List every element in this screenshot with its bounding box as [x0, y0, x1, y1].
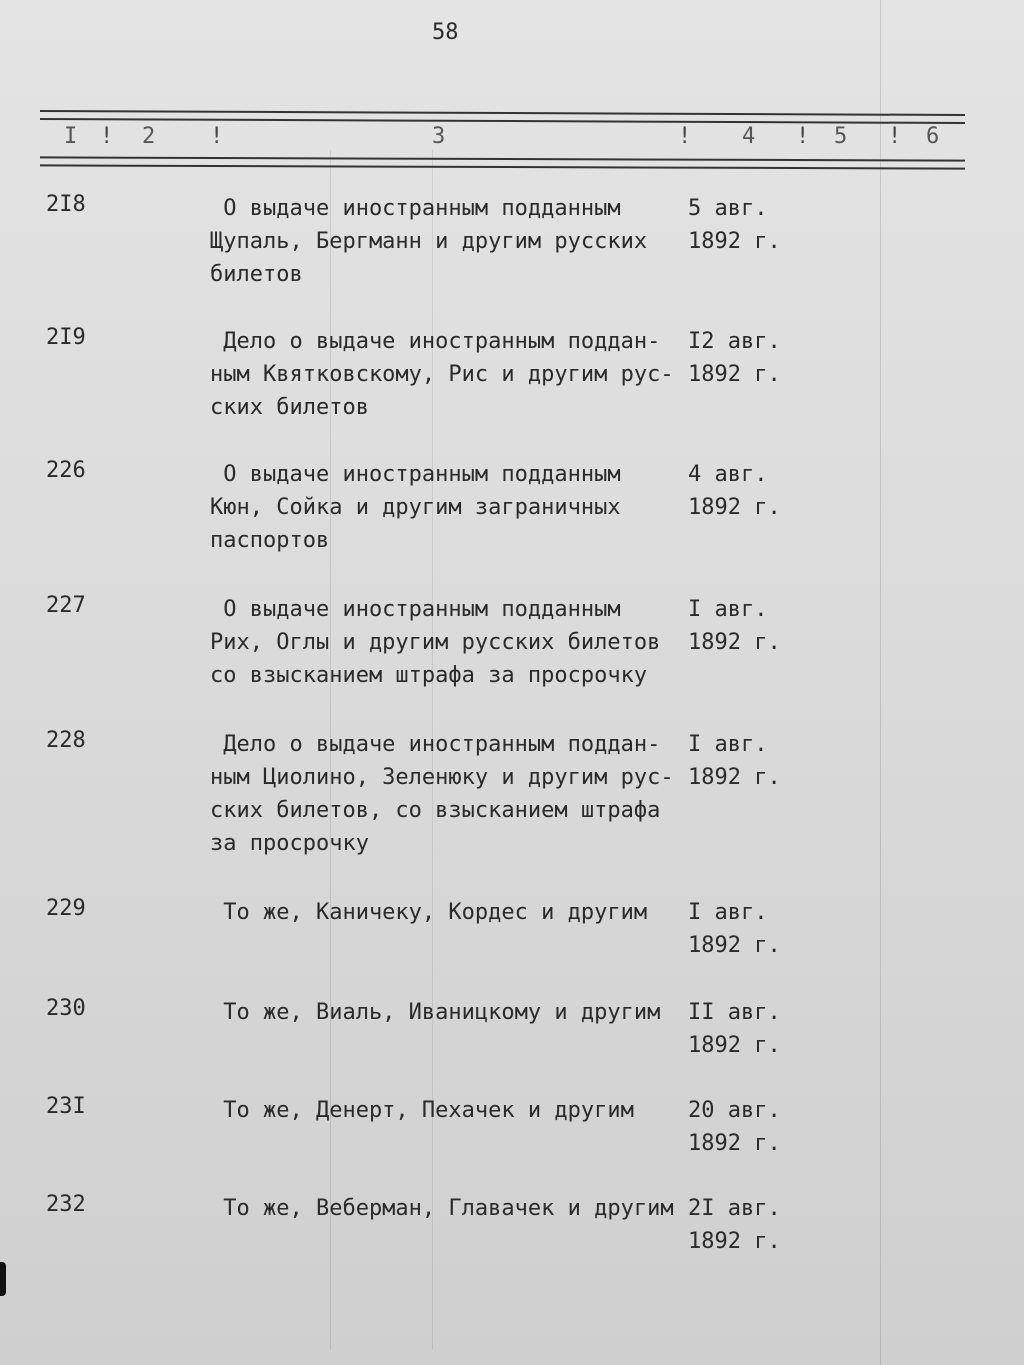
column-6-heading: 6: [926, 124, 940, 149]
entry-title: Дело о выдаче иностранным поддан- ным Циолино, Зеленюку и другим рус- ских билетов, со взысканием штрафа за просрочку: [210, 732, 674, 856]
entry-date: I авг. 1892 г.: [688, 732, 781, 790]
entry-title: О выдаче иностранным подданным Кюн, Сойка и другим заграничных паспортов: [210, 462, 621, 553]
entry-title: То же, Каничеку, Кордес и другим: [210, 900, 648, 925]
header-rule-bottom-inner: [40, 164, 965, 169]
column-1-heading: I: [64, 124, 78, 149]
entry-title: О выдаче иностранным подданным Рих, Оглы и другим русских билетов со взысканием штрафа за просрочку: [210, 597, 661, 688]
entry-date: I авг. 1892 г.: [688, 597, 781, 655]
column-separator: !: [678, 124, 692, 149]
entry-number: 227: [46, 593, 86, 618]
entry-date: 4 авг. 1892 г.: [688, 462, 781, 520]
entry-date: 2I авг. 1892 г.: [688, 1196, 781, 1254]
page-edge-mark: [0, 1262, 6, 1296]
margin-line: [880, 0, 881, 1365]
entry-number: 229: [46, 896, 86, 921]
entry-number: 228: [46, 728, 86, 753]
entry-date: II авг. 1892 г.: [688, 1000, 781, 1058]
entry-title: То же, Виаль, Иваницкому и другим: [210, 1000, 661, 1025]
entry-date: 5 авг. 1892 г.: [688, 196, 781, 254]
column-3-heading: 3: [432, 124, 446, 149]
header-rule-top: [40, 110, 965, 116]
entry-number: 23I: [46, 1094, 86, 1119]
header-rule-bottom: [40, 156, 965, 161]
column-2-heading: 2: [142, 124, 156, 149]
entry-number: 230: [46, 996, 86, 1021]
entry-number: 232: [46, 1192, 86, 1217]
column-4-heading: 4: [742, 124, 756, 149]
header-rule-top-inner: [40, 118, 965, 124]
entry-title: То же, Денерт, Пехачек и другим: [210, 1098, 634, 1123]
column-separator: !: [796, 124, 810, 149]
column-separator: !: [888, 124, 902, 149]
entry-number: 2I9: [46, 325, 86, 350]
column-separator: !: [100, 124, 114, 149]
column-separator: !: [210, 124, 224, 149]
entry-date: 20 авг. 1892 г.: [688, 1098, 781, 1156]
page-number: 58: [432, 20, 459, 45]
entry-title: О выдаче иностранным подданным Щупаль, Бергманн и другим русских билетов: [210, 196, 648, 287]
entry-title: Дело о выдаче иностранным поддан- ным Квятковскому, Рис и другим рус- ских билетов: [210, 329, 674, 420]
entry-title: То же, Веберман, Главачек и другим: [210, 1196, 674, 1221]
column-5-heading: 5: [834, 124, 848, 149]
entry-date: I авг. 1892 г.: [688, 900, 781, 958]
entry-date: I2 авг. 1892 г.: [688, 329, 781, 387]
entry-number: 226: [46, 458, 86, 483]
entry-number: 2I8: [46, 192, 86, 217]
